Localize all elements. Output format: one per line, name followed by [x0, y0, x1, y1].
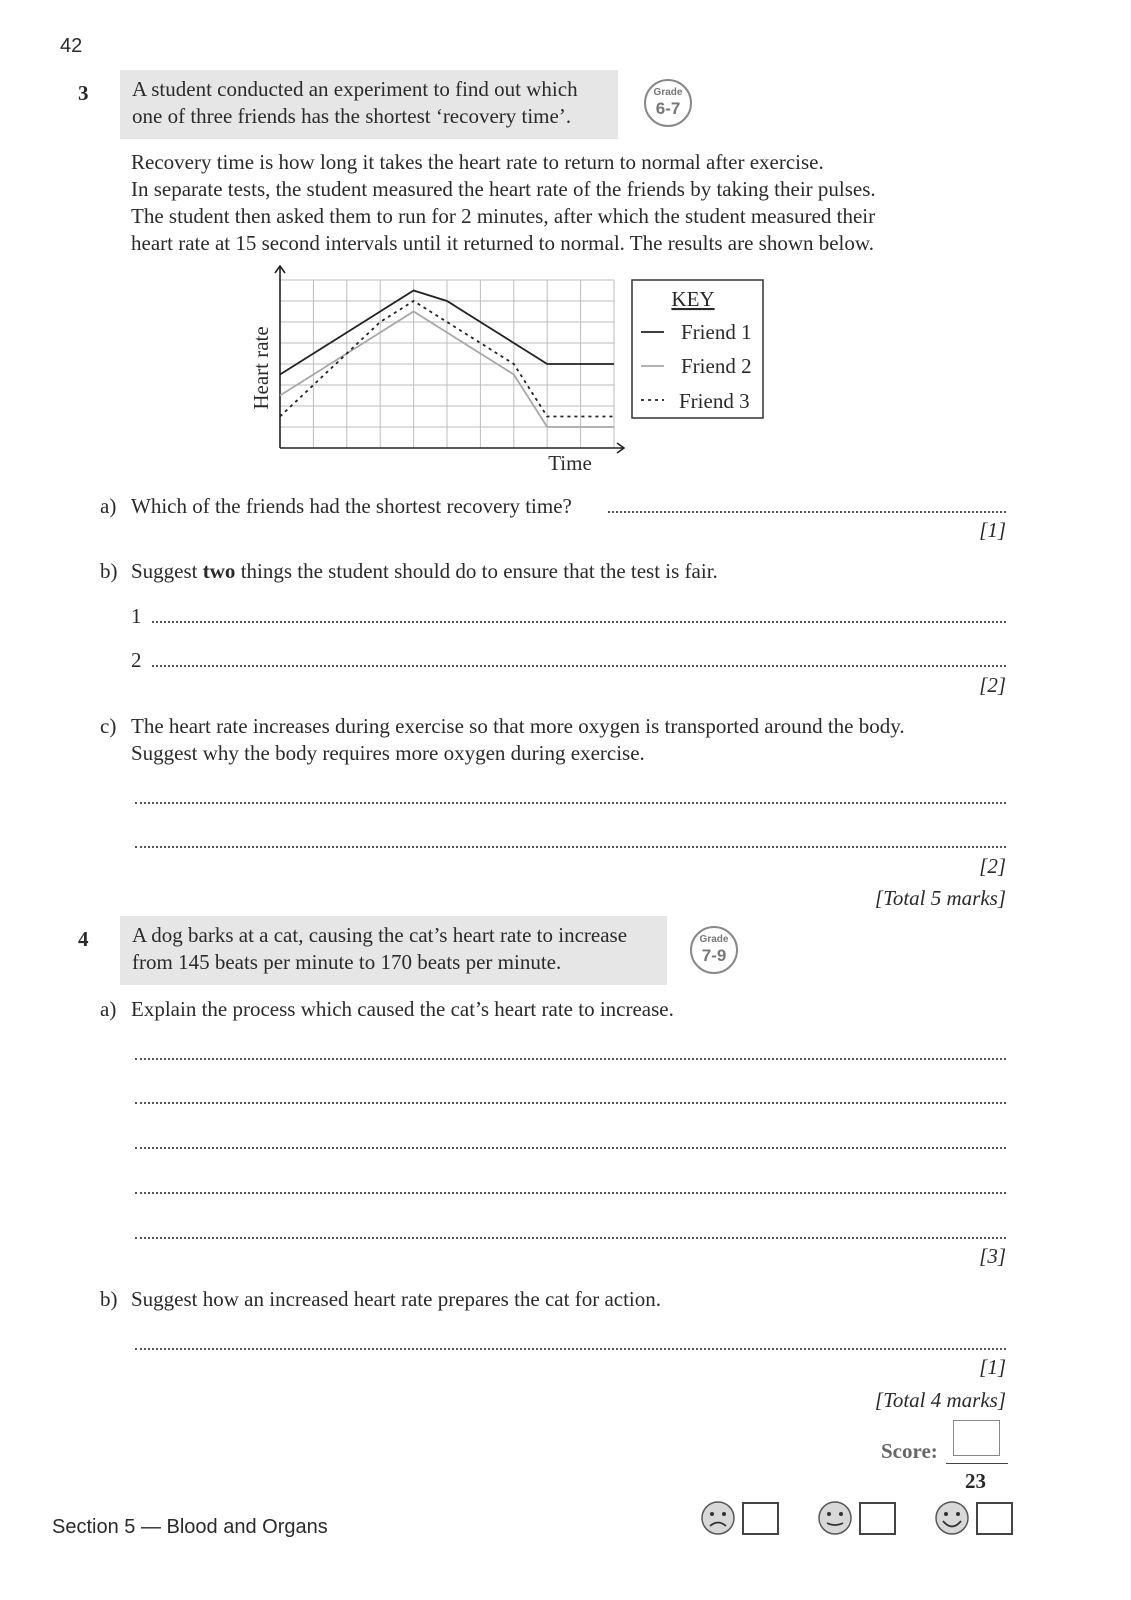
q3c-marks: [2]: [979, 854, 1006, 878]
question-4-number: 4: [78, 927, 89, 951]
question-4-intro-line-1: A dog barks at a cat, causing the cat’s heart rate to increase: [132, 923, 628, 947]
grade-value: 6-7: [655, 99, 681, 118]
happy-checkbox[interactable]: [976, 1502, 1013, 1535]
grade-value: 7-9: [701, 946, 727, 965]
grade-label: Grade: [699, 934, 729, 945]
q3b-text: [131, 558, 718, 585]
score-divider: [946, 1463, 1008, 1464]
y-axis-label: Heart rate: [249, 326, 273, 410]
q3-total-marks: [Total 5 marks]: [874, 886, 1006, 910]
q4b-text: Suggest how an increased heart rate prepares the cat for action.: [131, 1287, 662, 1311]
question-3-paragraph: [131, 149, 876, 257]
question-3-intro-box: [120, 70, 618, 139]
happy-face-icon: [934, 1500, 970, 1536]
page-number: 42: [60, 35, 83, 57]
q4a-answer-line-3[interactable]: [135, 1147, 1006, 1149]
q4b-letter: b): [100, 1287, 118, 1311]
y-axis: [275, 266, 285, 448]
q4a-answer-line-4[interactable]: [135, 1192, 1006, 1194]
question-3-intro-line-2: one of three friends has the shortest ‘recovery time’.: [132, 104, 572, 128]
paragraph-line: In separate tests, the student measured the heart rate of the friends by taking their pulses.: [131, 177, 876, 201]
question-4-intro-line-2: from 145 beats per minute to 170 beats per minute.: [132, 950, 562, 974]
q3a-marks: [1]: [979, 518, 1006, 542]
q3b-marks: [2]: [979, 673, 1006, 697]
q3c-text-1: The heart rate increases during exercise so that more oxygen is transported around the body.: [131, 714, 905, 738]
q3b-text-bold: two: [202, 559, 236, 583]
q4-total-marks: [Total 4 marks]: [874, 1388, 1006, 1412]
q4a-text: Explain the process which caused the cat’s heart rate to increase.: [131, 997, 674, 1021]
q3b-text-pre: Suggest: [131, 559, 203, 583]
question-3-intro-line-1: A student conducted an experiment to find out which: [132, 77, 578, 101]
neutral-checkbox[interactable]: [859, 1502, 896, 1535]
q3c-text-2: Suggest why the body requires more oxygen during exercise.: [131, 741, 645, 765]
legend-label-friend-3: Friend 3: [679, 389, 750, 413]
q3a-letter: a): [100, 494, 117, 518]
q4a-answer-line-1[interactable]: [135, 1058, 1006, 1060]
q3c-answer-line-1[interactable]: [135, 802, 1006, 804]
grade-badge-q4: [690, 926, 738, 974]
legend-label-friend-1: Friend 1: [681, 320, 752, 344]
chart-legend: [632, 280, 763, 418]
chart-axes: [275, 266, 624, 453]
q3b-number-1: 1: [131, 604, 142, 628]
q3c-letter: c): [100, 714, 117, 738]
q4a-answer-line-5[interactable]: [135, 1237, 1006, 1239]
q3b-letter: b): [100, 559, 118, 583]
section-footer: Section 5 — Blood and Organs: [52, 1516, 328, 1538]
question-3-number: 3: [78, 81, 89, 105]
q4a-answer-line-2[interactable]: [135, 1102, 1006, 1104]
sad-face-icon: [700, 1500, 736, 1536]
q3b-answer-line-2[interactable]: [152, 665, 1006, 667]
grade-badge-q3: [644, 79, 692, 127]
score-input-box[interactable]: [953, 1420, 1000, 1456]
q3a-answer-line[interactable]: [608, 511, 1006, 513]
paragraph-line: heart rate at 15 second intervals until it returned to normal. The results are shown below.: [131, 231, 874, 255]
q3a-text: Which of the friends had the shortest recovery time?: [131, 494, 572, 518]
q3c-answer-line-2[interactable]: [135, 846, 1006, 848]
heart-rate-chart: [240, 258, 780, 483]
q4a-letter: a): [100, 997, 117, 1021]
q3b-number-2: 2: [131, 648, 142, 672]
legend-title: KEY: [671, 287, 715, 311]
q3b-text-post: things the student should do to ensure that the test is fair.: [235, 559, 718, 583]
q4a-marks: [3]: [979, 1244, 1006, 1268]
q4b-marks: [1]: [979, 1355, 1006, 1379]
question-4-intro-box: [120, 916, 667, 985]
paragraph-line: Recovery time is how long it takes the heart rate to return to normal after exercise.: [131, 150, 824, 174]
grade-label: Grade: [653, 87, 683, 98]
q4b-answer-line[interactable]: [135, 1348, 1006, 1350]
paragraph-line: The student then asked them to run for 2 minutes, after which the student measured their: [131, 204, 876, 228]
neutral-face-icon: [817, 1500, 853, 1536]
legend-label-friend-2: Friend 2: [681, 354, 752, 378]
sad-checkbox[interactable]: [742, 1502, 779, 1535]
score-label: Score:: [881, 1439, 938, 1463]
score-max: 23: [965, 1469, 986, 1493]
x-axis-label: Time: [548, 451, 592, 475]
q3b-answer-line-1[interactable]: [152, 621, 1006, 623]
